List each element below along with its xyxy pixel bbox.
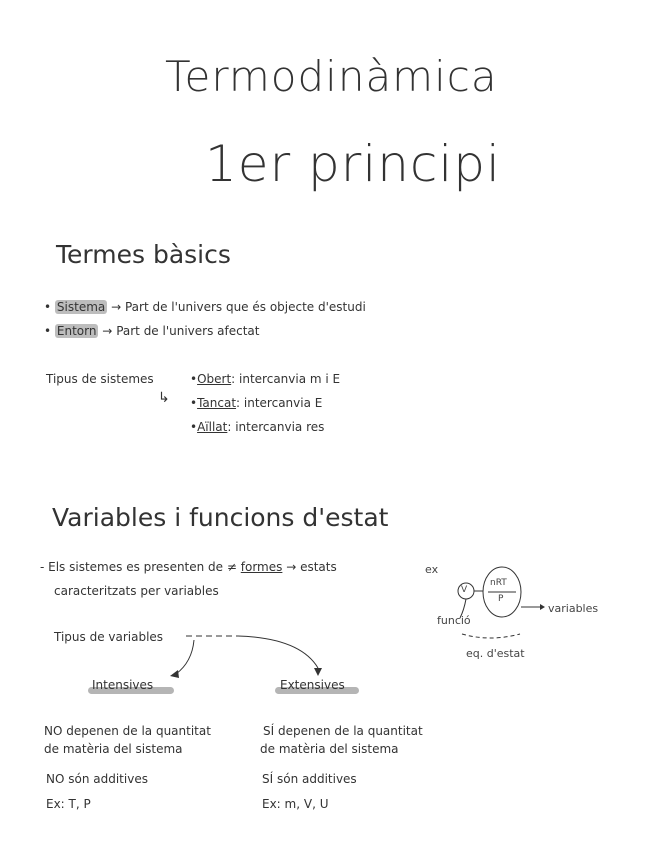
label-intensives: Intensives [92,678,154,692]
eq-estat-label: eq. d'estat [466,647,525,660]
arrow-to-intensives [176,640,194,674]
type-desc: : intercanvia E [236,396,323,410]
variables-label: variables [548,602,599,615]
type-tancat: •Tancat: intercanvia E [190,396,323,410]
page-subtitle: 1er principi [205,135,501,193]
type-aillat: •Aïllat: intercanvia res [190,420,325,434]
extensives-additive: SÍ són additives [262,772,357,786]
arrow-icon: → [102,324,113,338]
type-name: Aïllat [197,420,228,434]
arrow-head [540,604,545,610]
bullet-sistema: • Sistema → Part de l'univers que és objecte d'estudi [44,300,366,314]
diagram-ex: ex [425,563,439,576]
states-line-2: caracteritzats per variables [54,584,219,598]
type-name: Obert [197,372,232,386]
var-types-label: Tipus de variables [54,630,164,644]
term-sistema: Sistema [56,300,106,314]
extensives-desc-1: SÍ depenen de la quantitat [263,724,423,738]
label-extensives: Extensives [280,678,345,692]
type-obert: •Obert: intercanvia m i E [190,372,341,386]
page-title: Termodinàmica [165,52,498,101]
intensives-desc-1: NO depenen de la quantitat [44,724,211,738]
intensives-desc-2: de matèria del sistema [44,742,183,756]
funcio-label: funció [437,614,471,627]
types-label: Tipus de sistemes [46,372,154,386]
intensives-example: Ex: T, P [46,797,91,811]
formula-bottom: P [498,594,504,604]
arrow-icon: → [111,300,122,314]
hook-arrow-icon: ↳ [158,390,170,406]
bullet-entorn: • Entorn → Part de l'univers afectat [44,324,260,338]
type-desc: : intercanvia m i E [231,372,341,386]
definition-sistema: Part de l'univers que és objecte d'estudi [124,300,366,314]
section-heading-variables: Variables i funcions d'estat [52,503,389,532]
extensives-example: Ex: m, V, U [262,797,329,811]
term-entorn: Entorn [56,324,97,338]
definition-entorn: Part de l'univers afectat [116,324,260,338]
eq-brace [462,634,520,638]
section-heading-termes: Termes bàsics [56,240,231,269]
arrow-to-extensives [238,636,318,668]
extensives-desc-2: de matèria del sistema [260,742,399,756]
type-name: Tancat [197,396,237,410]
type-desc: : intercanvia res [227,420,325,434]
v-label: V [461,585,468,595]
intensives-additive: NO són additives [46,772,148,786]
formula-top: nRT [490,578,507,588]
states-line-1: - Els sistemes es presenten de ≠ formes → estats [40,560,337,574]
